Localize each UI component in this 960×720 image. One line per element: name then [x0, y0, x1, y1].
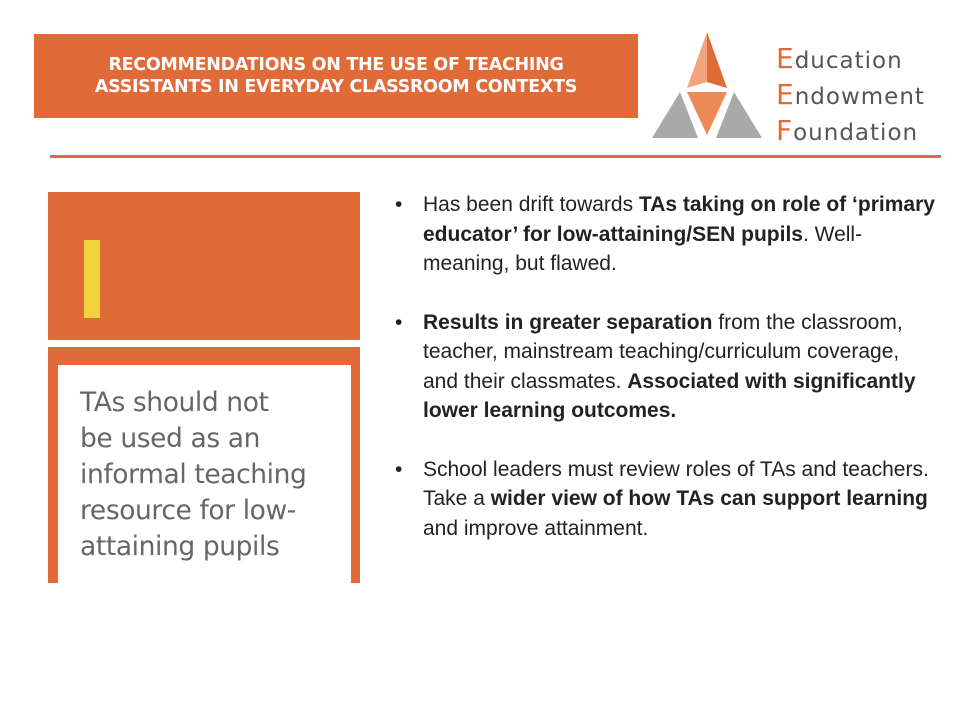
recommendation-card: [48, 347, 360, 583]
header-divider: [50, 155, 941, 158]
card-text-line: be used as an: [80, 423, 261, 454]
bullet-marker: •: [395, 193, 403, 216]
bullet-item: [395, 190, 940, 279]
bullet-text: School leaders must review roles of TAs and teachers. Take a wider view of how TAs can support learning and improve attainment.: [423, 457, 929, 540]
title-banner: [34, 34, 638, 118]
card-text-line: resource for low-: [80, 495, 296, 526]
bullet-item: [395, 455, 940, 544]
recommendation-card-body: [58, 365, 351, 583]
logo-wordmark: [776, 42, 925, 150]
bullet-item: [395, 308, 940, 426]
recommendation-text: [80, 385, 345, 565]
card-text-line: TAs should not: [80, 387, 269, 418]
logo-top-right-facet: [707, 32, 727, 88]
bullet-marker: •: [395, 457, 403, 481]
recommendation-number-1: [84, 240, 100, 318]
bullet-list: [395, 190, 940, 572]
banner-title-line-1: RECOMMENDATIONS ON THE USE OF TEACHING: [108, 55, 564, 75]
card-text-line: attaining pupils: [80, 531, 280, 562]
bullet-marker: •: [395, 310, 403, 334]
logo-top-left-facet: [687, 32, 707, 88]
logo-word-education: Education: [776, 42, 903, 75]
logo-word-foundation: Foundation: [776, 114, 919, 147]
logo-word-endowment: Endowment: [776, 78, 925, 111]
banner-title-line-2: ASSISTANTS IN EVERYDAY CLASSROOM CONTEXTS: [94, 77, 578, 97]
card-text-line: informal teaching: [80, 459, 307, 490]
bullet-text: Has been drift towards TAs taking on role of ‘primary educator’ for low-attaining/SEN pupils. Well-meaning, but flawed.: [423, 193, 935, 275]
bullet-text: Results in greater separation from the classroom, teacher, mainstream teaching/curriculum coverage, and their classmates. Associated with significantly lower learning outcomes.: [423, 310, 916, 422]
